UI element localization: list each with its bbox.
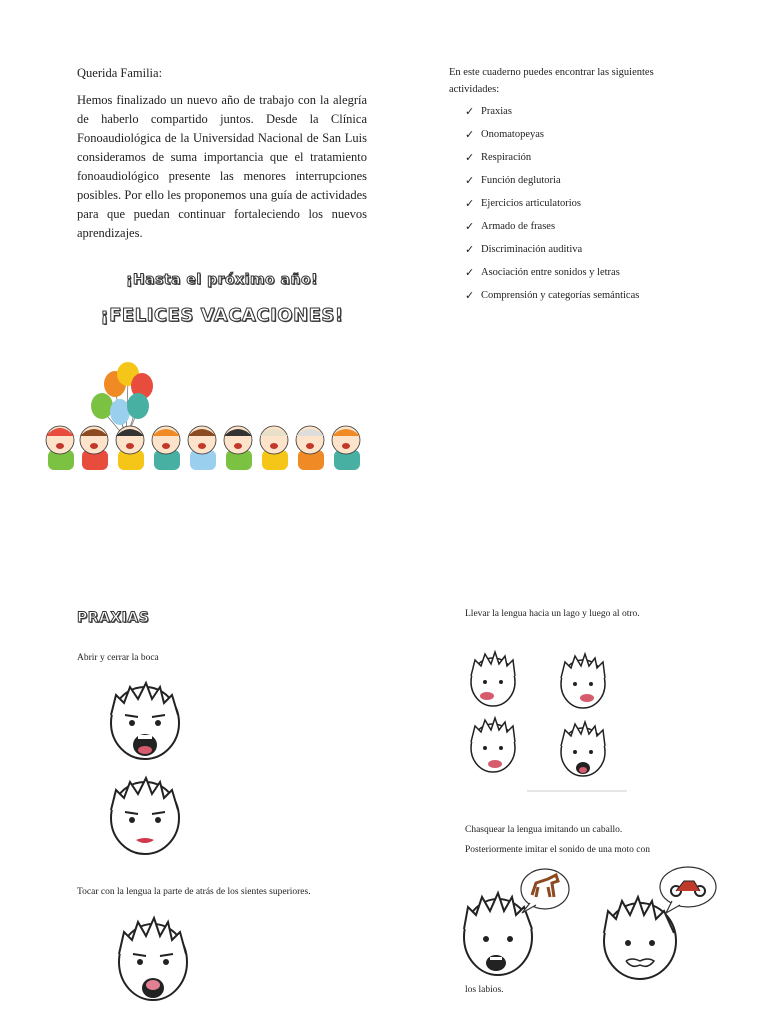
list-item: ✓ Discriminación auditiva (465, 238, 639, 261)
list-item: ✓ Asociación entre sonidos y letras (465, 261, 639, 284)
horse-motorcycle-illustration (440, 865, 730, 985)
instruction-tongue-sides: Llevar la lengua hacia un lago y luego al otro. (465, 609, 640, 619)
face-open-mouth-icon (100, 675, 190, 763)
face-tongue-left-icon (471, 652, 515, 706)
face-tongue-up-icon (108, 910, 198, 1010)
check-icon: ✓ (465, 289, 475, 302)
face-motorcycle-sound-icon (604, 897, 676, 979)
greeting: Querida Familia: (77, 66, 163, 80)
face-tongue-cheek-icon (471, 718, 515, 772)
instruction-click-tongue: Chasquear la lengua imitando un caballo. (465, 825, 623, 835)
check-icon: ✓ (465, 174, 475, 187)
list-item: ✓ Onomatopeyas (465, 123, 639, 146)
check-icon: ✓ (465, 266, 475, 279)
instruction-motorcycle-end: los labios. (465, 985, 504, 995)
list-item: ✓ Praxias (465, 100, 639, 123)
face-grid-tongue-sides (465, 648, 630, 793)
face-horse-sound-icon (464, 893, 532, 975)
face-closed-mouth-icon (100, 770, 190, 858)
farewell-title: ¡Hasta el próximo año! (126, 272, 318, 288)
check-icon: ✓ (465, 128, 475, 141)
check-icon: ✓ (465, 197, 475, 210)
check-icon: ✓ (465, 243, 475, 256)
check-icon: ✓ (465, 220, 475, 233)
kids-row (46, 426, 360, 470)
list-item: ✓ Comprensión y categorías semánticas (465, 284, 639, 307)
intro-paragraph: Hemos finalizado un nuevo año de trabajo con la alegría de haberlo compartido juntos. Desde la Clínica Fonoaudiológica de la Universidad Nacional de San Luis consideramos de suma importancia que el tratamiento fonoaudiológico presente las menores interrupciones posibles. Por ello les proponemos una guía de actividades para que puedan continuar fortaleciendo los nuevos aprendizajes. (77, 93, 367, 240)
check-icon: ✓ (465, 105, 475, 118)
instruction-tongue-back-teeth: Tocar con la lengua la parte de atrás de los sientes superiores. (77, 887, 311, 897)
face-tongue-right-icon (561, 654, 605, 708)
list-item: ✓ Ejercicios articulatorios (465, 192, 639, 215)
face-tongue-down-icon (561, 722, 605, 776)
activities-intro: En este cuaderno puedes encontrar las siguientes actividades: (449, 67, 654, 95)
vacation-title: ¡FELICES VACACIONES! (100, 305, 344, 326)
instruction-open-mouth: Abrir y cerrar la boca (77, 653, 159, 663)
check-icon: ✓ (465, 151, 475, 164)
kids-balloons-illustration (30, 362, 375, 480)
praxias-heading: PRAXIAS (77, 610, 150, 626)
list-item: ✓ Respiración (465, 146, 639, 169)
activities-list (465, 100, 639, 307)
instruction-motorcycle: Posteriormente imitar el sonido de una moto con (465, 845, 650, 855)
list-item: ✓ Armado de frases (465, 215, 639, 238)
list-item: ✓ Función deglutoria (465, 169, 639, 192)
